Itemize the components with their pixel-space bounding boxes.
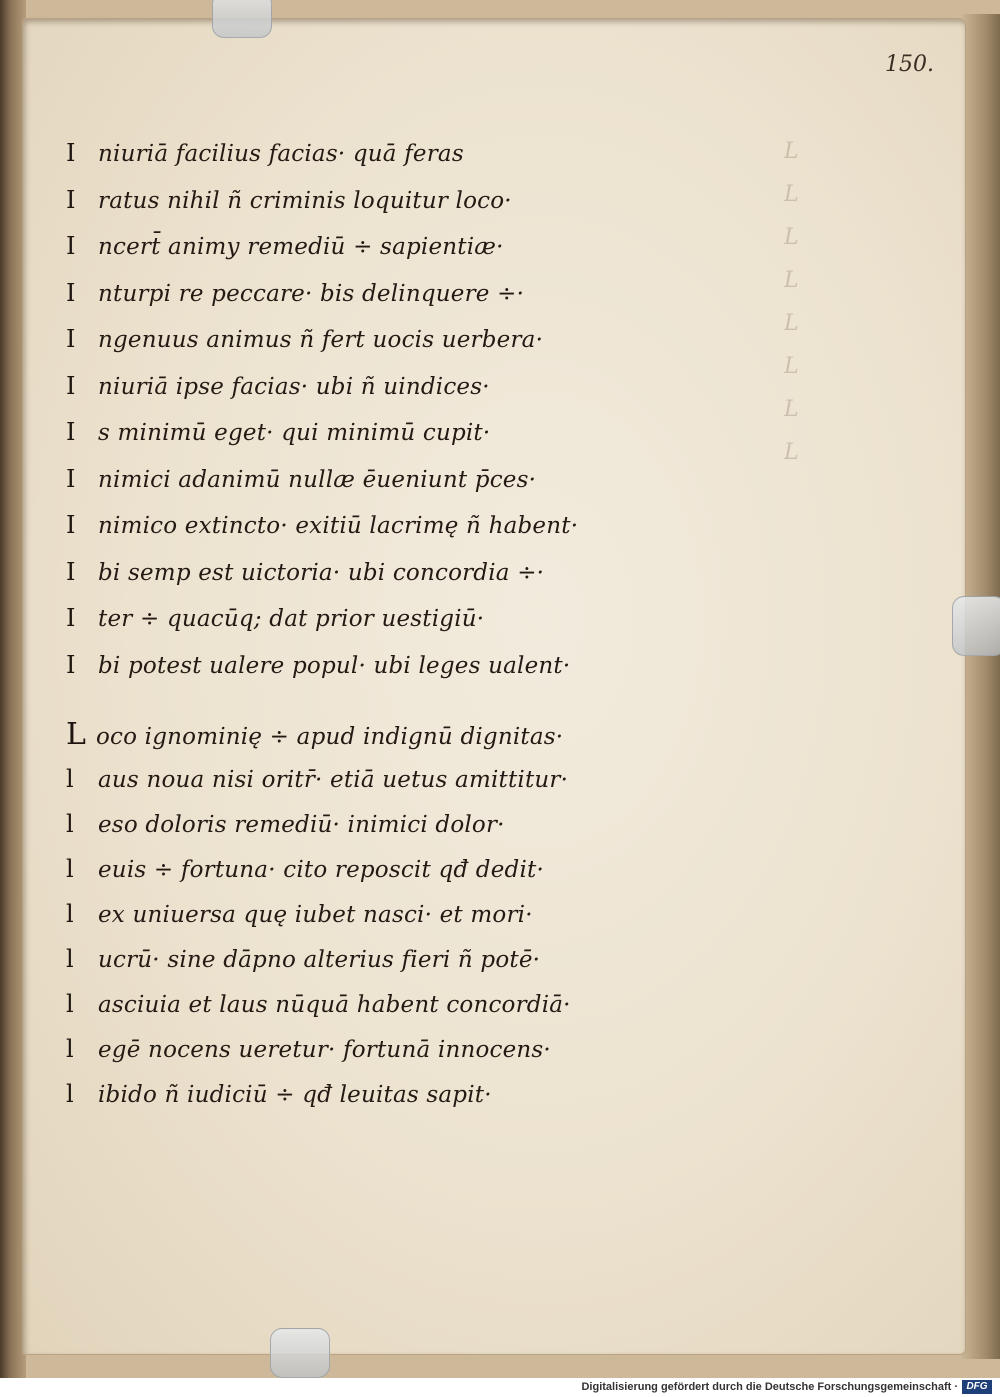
verse-text: ibido ñ iudiciū ÷ qđ leuitas sapit· <box>98 1082 492 1108</box>
verse-initial: I <box>66 557 76 586</box>
verse-initial: I <box>66 371 76 400</box>
verse-initial: l <box>66 1080 74 1108</box>
verse-initial: I <box>66 185 76 214</box>
verse-text: nimici adanimū nullæ ēueniunt p̄ces· <box>98 466 537 493</box>
verse-initial: I <box>66 139 76 167</box>
verse-initial: l <box>66 1035 74 1063</box>
page-edge <box>962 14 1000 1359</box>
verse-initial: L <box>66 717 86 752</box>
verse-initial: I <box>66 418 76 446</box>
verse-initial: I <box>66 232 76 260</box>
verse-initial: I <box>66 511 76 539</box>
verse-line <box>66 642 766 689</box>
verse-line <box>66 177 766 224</box>
verse-text: asciuia et laus nūquā habent concordiā· <box>98 992 571 1018</box>
verse-text: niuriā ipse facias· ubi ñ uindices· <box>98 373 490 400</box>
verse-text: bi potest ualere popul· ubi leges ualent· <box>98 652 571 679</box>
verse-line <box>66 549 766 596</box>
verse-text: aus noua nisi oritr̄· etiā uetus amittitur· <box>98 767 569 793</box>
verse-line <box>66 712 766 757</box>
verse-line <box>66 982 766 1027</box>
verse-line <box>66 847 766 892</box>
verse-text: bi semp est uictoria· ubi concordia ÷· <box>98 559 545 586</box>
verse-line <box>66 316 766 363</box>
funding-credit: Digitalisierung gefördert durch die Deutsche Forschungsgemeinschaft · <box>581 1381 958 1393</box>
verse-initial: l <box>66 900 74 928</box>
verse-line <box>66 363 766 410</box>
verse-line <box>66 223 766 270</box>
verse-line <box>66 937 766 982</box>
verse-text: niuriā facilius facias· quā feras <box>98 141 464 167</box>
verse-text: ter ÷ quacūq; dat prior uestigiū· <box>98 606 485 632</box>
folio-number: 150. <box>885 52 934 77</box>
verse-line <box>66 595 766 642</box>
verse-text: egē nocens ueretur· fortunā innocens· <box>98 1037 551 1063</box>
verse-line <box>66 502 766 549</box>
page-clip-bottom <box>270 1328 330 1378</box>
verse-line <box>66 892 766 937</box>
verse-text: nturpi re peccare· bis delinquere ÷· <box>98 280 525 307</box>
verse-initial: I <box>66 325 76 353</box>
verse-initial: I <box>66 604 76 632</box>
verse-text: nimico extincto· exitiū lacrimę ñ habent· <box>98 513 579 539</box>
verse-initial: l <box>66 990 74 1018</box>
sententiae-block-i <box>66 130 766 688</box>
verse-text: ncert̄ animy remediū ÷ sapientiæ· <box>98 234 504 260</box>
verse-text: ratus nihil ñ criminis loquitur loco· <box>98 187 512 214</box>
verse-line <box>66 270 766 317</box>
page-clip-top <box>212 0 272 38</box>
verse-text: oco ignominię ÷ apud indignū dignitas· <box>96 724 564 750</box>
verse-initial: I <box>66 464 76 493</box>
verse-initial: l <box>66 855 74 883</box>
verse-text: ucrū· sine dāpno alterius fieri ñ potē· <box>98 947 541 973</box>
verse-initial: l <box>66 945 74 973</box>
verse-text: euis ÷ fortuna· cito reposcit qđ dedit· <box>98 857 544 883</box>
verse-line <box>66 757 766 802</box>
verse-text: ngenuus animus ñ fert uocis uerbera· <box>98 327 544 353</box>
verse-line <box>66 802 766 847</box>
verse-line <box>66 409 766 456</box>
verse-text: eso doloris remediū· inimici dolor· <box>98 812 505 838</box>
dfg-logo: DFG <box>962 1380 992 1394</box>
sententiae-block-l <box>66 712 766 1117</box>
page-clip-right <box>952 596 1000 656</box>
verse-initial: I <box>66 278 76 307</box>
verse-initial: l <box>66 810 74 838</box>
verse-text: s minimū eget· qui minimū cupit· <box>98 420 491 446</box>
verse-text: ex uniuersa quę iubet nasci· et mori· <box>98 902 533 928</box>
verse-line <box>66 1072 766 1117</box>
bleed-through-letters: L L L L L L L L <box>784 139 799 465</box>
verse-initial: l <box>66 765 74 793</box>
verse-initial: I <box>66 650 76 679</box>
verse-line <box>66 1027 766 1072</box>
verse-line <box>66 130 766 177</box>
verse-line <box>66 456 766 503</box>
